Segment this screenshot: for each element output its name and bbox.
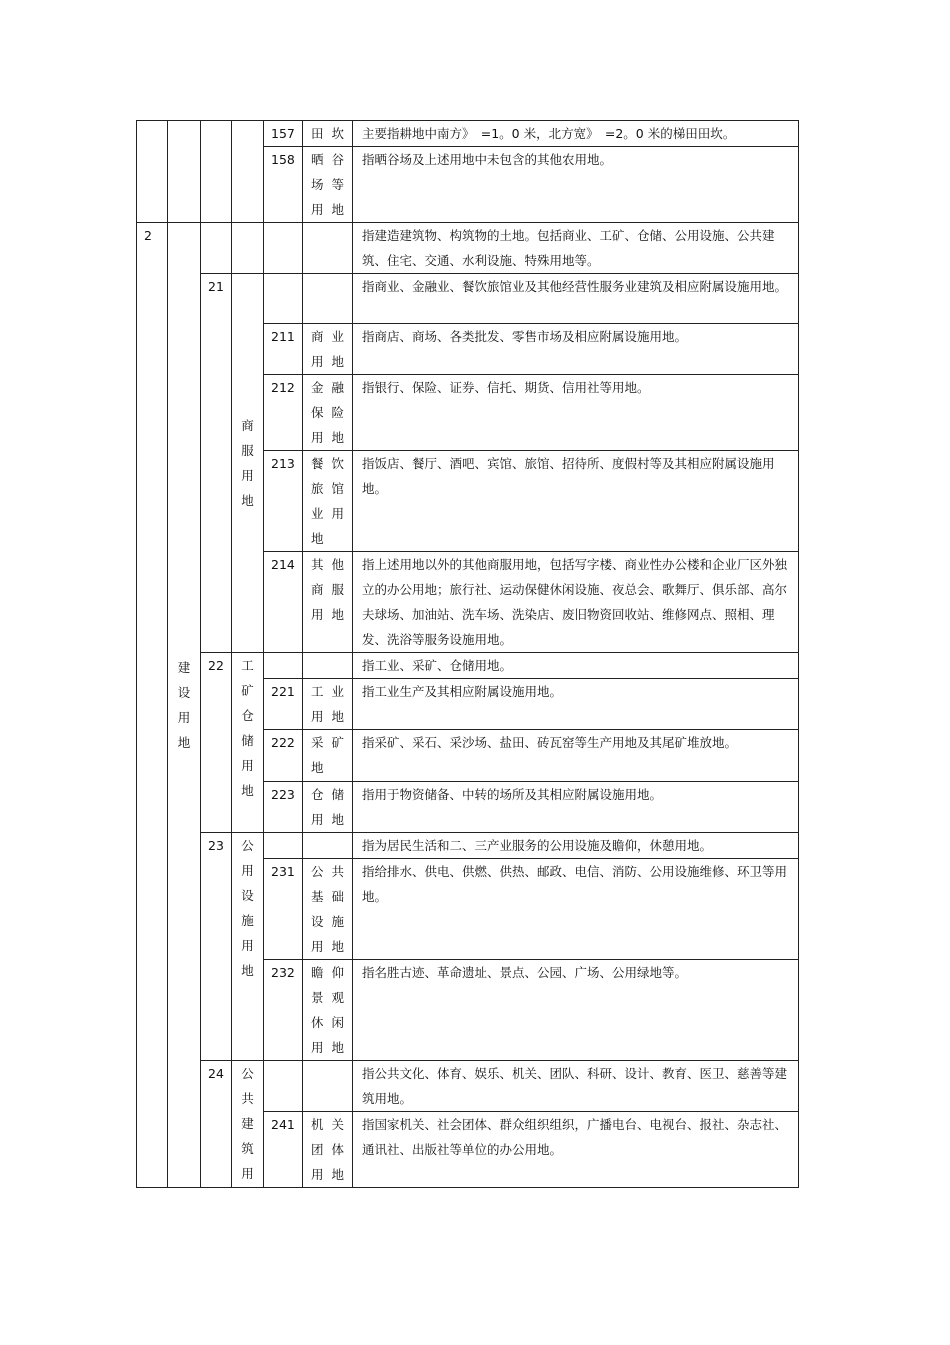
blank-cell	[303, 833, 353, 859]
code-cell: 241	[264, 1112, 303, 1188]
description-cell: 指银行、保险、证券、信托、期货、信用社等用地。	[353, 375, 799, 451]
blank-cell	[137, 121, 168, 223]
category-name-cell: 工 矿 仓 储 用 地	[232, 653, 264, 833]
description-cell: 指国家机关、社会团体、群众组织组织，广播电台、电视台、报社、杂志社、通讯社、出版社等单位的办公用地。	[353, 1112, 799, 1188]
blank-cell	[303, 274, 353, 324]
description-cell: 指上述用地以外的其他商服用地，包括写字楼、商业性办公楼和企业厂区外独立的办公用地；旅行社、运动保健休闲设施、夜总会、歌舞厅、俱乐部、高尔夫球场、加油站、洗车场、洗染店、废旧物资回收站、维修网点、照相、理发、洗浴等服务设施用地。	[353, 552, 799, 653]
name-cell: 机关团体用地	[303, 1112, 353, 1188]
description-cell: 指工业、采矿、仓储用地。	[353, 653, 799, 679]
name-cell: 其他商服用地	[303, 552, 353, 653]
code-cell: 157	[264, 121, 303, 147]
code-cell: 213	[264, 451, 303, 552]
table-row	[137, 274, 799, 324]
table-row	[137, 1061, 799, 1112]
code-cell: 22	[201, 653, 232, 833]
name-cell: 餐饮旅馆业用地	[303, 451, 353, 552]
code-cell: 23	[201, 833, 232, 1061]
blank-cell	[264, 653, 303, 679]
name-cell: 采矿地	[303, 730, 353, 782]
description-cell: 指名胜古迹、革命遗址、景点、公园、广场、公用绿地等。	[353, 960, 799, 1061]
category-name-cell: 商 服 用 地	[232, 274, 264, 653]
table-row	[137, 223, 799, 274]
description-cell: 指公共文化、体育、娱乐、机关、团队、科研、设计、教育、医卫、慈善等建筑用地。	[353, 1061, 799, 1112]
category-name-cell: 公 共 建 筑 用	[232, 1061, 264, 1188]
description-cell: 指采矿、采石、采沙场、盐田、砖瓦窑等生产用地及其尾矿堆放地。	[353, 730, 799, 782]
description-cell: 指为居民生活和二、三产业服务的公用设施及瞻仰，休憩用地。	[353, 833, 799, 859]
code-cell: 211	[264, 324, 303, 375]
blank-cell	[264, 1061, 303, 1112]
description-cell: 指商业、金融业、餐饮旅馆业及其他经营性服务业建筑及相应附属设施用地。	[353, 274, 799, 324]
land-classification-table	[136, 120, 799, 1188]
blank-cell	[232, 121, 264, 223]
blank-cell	[303, 653, 353, 679]
blank-cell	[264, 274, 303, 324]
code-cell: 21	[201, 274, 232, 653]
table-row	[137, 833, 799, 859]
code-cell: 158	[264, 147, 303, 223]
name-cell: 金融保险用地	[303, 375, 353, 451]
category-name-cell: 公 用 设 施 用 地	[232, 833, 264, 1061]
name-cell: 田坎	[303, 121, 353, 147]
description-cell: 指商店、商场、各类批发、零售市场及相应附属设施用地。	[353, 324, 799, 375]
description-cell: 主要指耕地中南方》 =1。0 米，北方宽》 =2。0 米的梯田田坎。	[353, 121, 799, 147]
code-cell: 24	[201, 1061, 232, 1188]
description-cell: 指给排水、供电、供燃、供热、邮政、电信、消防、公用设施维修、环卫等用地。	[353, 859, 799, 960]
code-cell: 232	[264, 960, 303, 1061]
blank-cell	[168, 121, 201, 223]
description-cell: 指饭店、餐厅、酒吧、宾馆、旅馆、招待所、度假村等及其相应附属设施用地。	[353, 451, 799, 552]
blank-cell	[232, 223, 264, 274]
description-cell: 指晒谷场及上述用地中未包含的其他农用地。	[353, 147, 799, 223]
description-cell: 指工业生产及其相应附属设施用地。	[353, 679, 799, 730]
description-cell: 指用于物资储备、中转的场所及其相应附属设施用地。	[353, 782, 799, 833]
blank-cell	[303, 1061, 353, 1112]
name-cell: 工业用地	[303, 679, 353, 730]
description-cell: 指建造建筑物、构筑物的土地。包括商业、工矿、仓储、公用设施、公共建筑、住宅、交通、水利设施、特殊用地等。	[353, 223, 799, 274]
name-cell: 仓储用地	[303, 782, 353, 833]
name-cell: 商业用地	[303, 324, 353, 375]
blank-cell	[303, 223, 353, 274]
code-cell: 212	[264, 375, 303, 451]
name-cell: 公共基础设施用地	[303, 859, 353, 960]
name-cell: 瞻仰景观休闲用地	[303, 960, 353, 1061]
code-cell: 223	[264, 782, 303, 833]
name-cell: 晒谷场等用地	[303, 147, 353, 223]
table-row	[137, 653, 799, 679]
code-cell: 214	[264, 552, 303, 653]
table-row	[137, 121, 799, 147]
blank-cell	[201, 121, 232, 223]
blank-cell	[264, 223, 303, 274]
code-cell: 231	[264, 859, 303, 960]
blank-cell	[264, 833, 303, 859]
blank-cell	[201, 223, 232, 274]
code-cell: 221	[264, 679, 303, 730]
category-name-cell: 建 设 用 地	[168, 223, 201, 1188]
code-cell: 2	[137, 223, 168, 1188]
code-cell: 222	[264, 730, 303, 782]
